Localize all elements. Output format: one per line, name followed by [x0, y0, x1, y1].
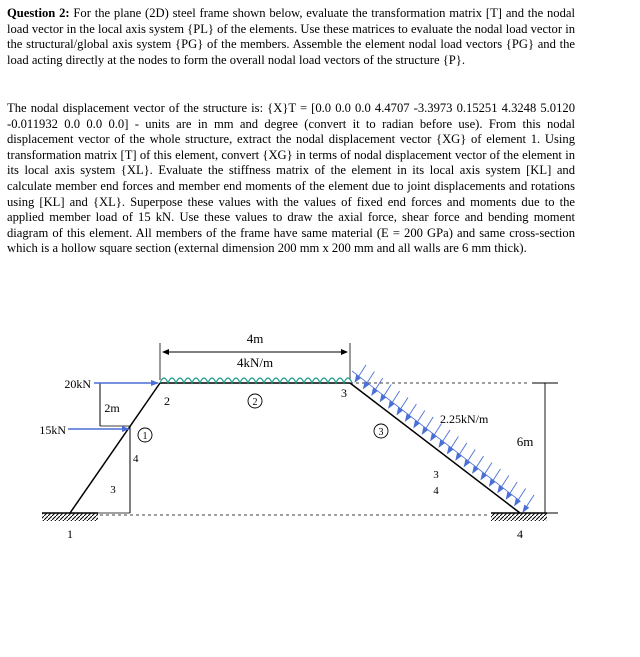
udl-member-3 [352, 365, 534, 512]
udl-member-3-arrow [464, 450, 475, 467]
udl-member-3-arrow [498, 476, 509, 493]
end-label-right-bottom-a: 3 [433, 469, 439, 481]
udl-member-3-arrow [456, 443, 467, 460]
load-20kn-label: 20kN [64, 377, 91, 391]
left-height-label: 2m [104, 401, 120, 415]
udl-member-3-arrow [405, 404, 416, 421]
node-label-3: 3 [341, 386, 347, 400]
question-label: Question 2: [7, 6, 70, 20]
udl-member-3-arrow [481, 463, 492, 480]
paragraph-1-text: For the plane (2D) steel frame shown below, evaluate the transformation matrix [T] and the nodal load vector in the local axis system {PL} of the elements. Use these matrices to evaluate the nodal load vector in the structural/global axis system {PG} of the members. Assemble the element nodal load vectors {PG} and the load acting directly at the nodes to form the overall nodal load vectors of the structure {P}. [7, 6, 575, 67]
udl-member-3-arrow [422, 417, 433, 434]
udl-member-3-arrow [523, 495, 534, 512]
member-label-1: 1 [142, 431, 148, 442]
udl-member-3-arrow [447, 437, 458, 454]
end-label-right-bottom-b: 4 [433, 485, 439, 497]
udl-label: 4kN/m [236, 355, 274, 370]
span-label: 4m [246, 331, 264, 346]
udl-member-3-arrow [355, 365, 366, 382]
member-label-3: 3 [378, 427, 384, 438]
udl-member-3-arrow [414, 411, 425, 428]
udl-member-3-arrow [372, 378, 383, 395]
support-left [42, 513, 98, 521]
support-right [491, 513, 547, 521]
udl-member-3-arrow [473, 456, 484, 473]
node-label-4: 4 [517, 527, 523, 541]
udl-member-3-arrow [439, 430, 450, 447]
end-label-left-bottom: 3 [110, 484, 116, 496]
udl-member-3-arrow [389, 391, 400, 408]
node-label-2: 2 [164, 394, 170, 408]
udl-member-3-arrow [489, 469, 500, 486]
node-label-1: 1 [67, 527, 73, 541]
load-15kn-label: 15kN [39, 423, 66, 437]
udl-member-3-arrow [506, 482, 517, 499]
udl-member-3-arrow [397, 398, 408, 415]
question-paragraph-2: The nodal displacement vector of the structure is: {X}T = [0.0 0.0 0.0 4.4707 -3.3973 0.15251 4.3248 5.0120 -0.011932 0.0 0.0 0.0] - units are in mm and degree (convert it to radian before use). From this nodal displacement vector of the whole structure, extract the nodal displacement vector {XG} of element 1. Using transformation matrix [T] of this element, convert {XG} in terms of nodal displacement vector of the element in its local axis system {XL}. Evaluate the stiffness matrix of the element in its local axis system [KL] and calculate member end forces and member end moments of the element due to joint displacements and rotations using [KL] and {XL}. Superpose these values with the values of fixed end forces and moments due to the applied member load of 15 kN. Use these values to draw the axial force, shear force and bending moment diagram of this element. All members of the frame have same material (E = 200 GPa) and same cross-section which is a hollow square section (external dimension 200 mm x 200 mm and all walls are 6 mm thick). [7, 101, 575, 256]
udl-member-3-arrow [515, 489, 526, 506]
member-label-2: 2 [252, 397, 258, 408]
right-height-label: 6m [516, 434, 534, 449]
udl-member-3-arrow [380, 385, 391, 402]
udl-member-3-arrow [431, 424, 442, 441]
udl-member-3-arrow [363, 372, 374, 389]
inclined-udl-label: 2.25kN/m [440, 412, 489, 426]
end-label-left-mid: 4 [133, 453, 139, 465]
